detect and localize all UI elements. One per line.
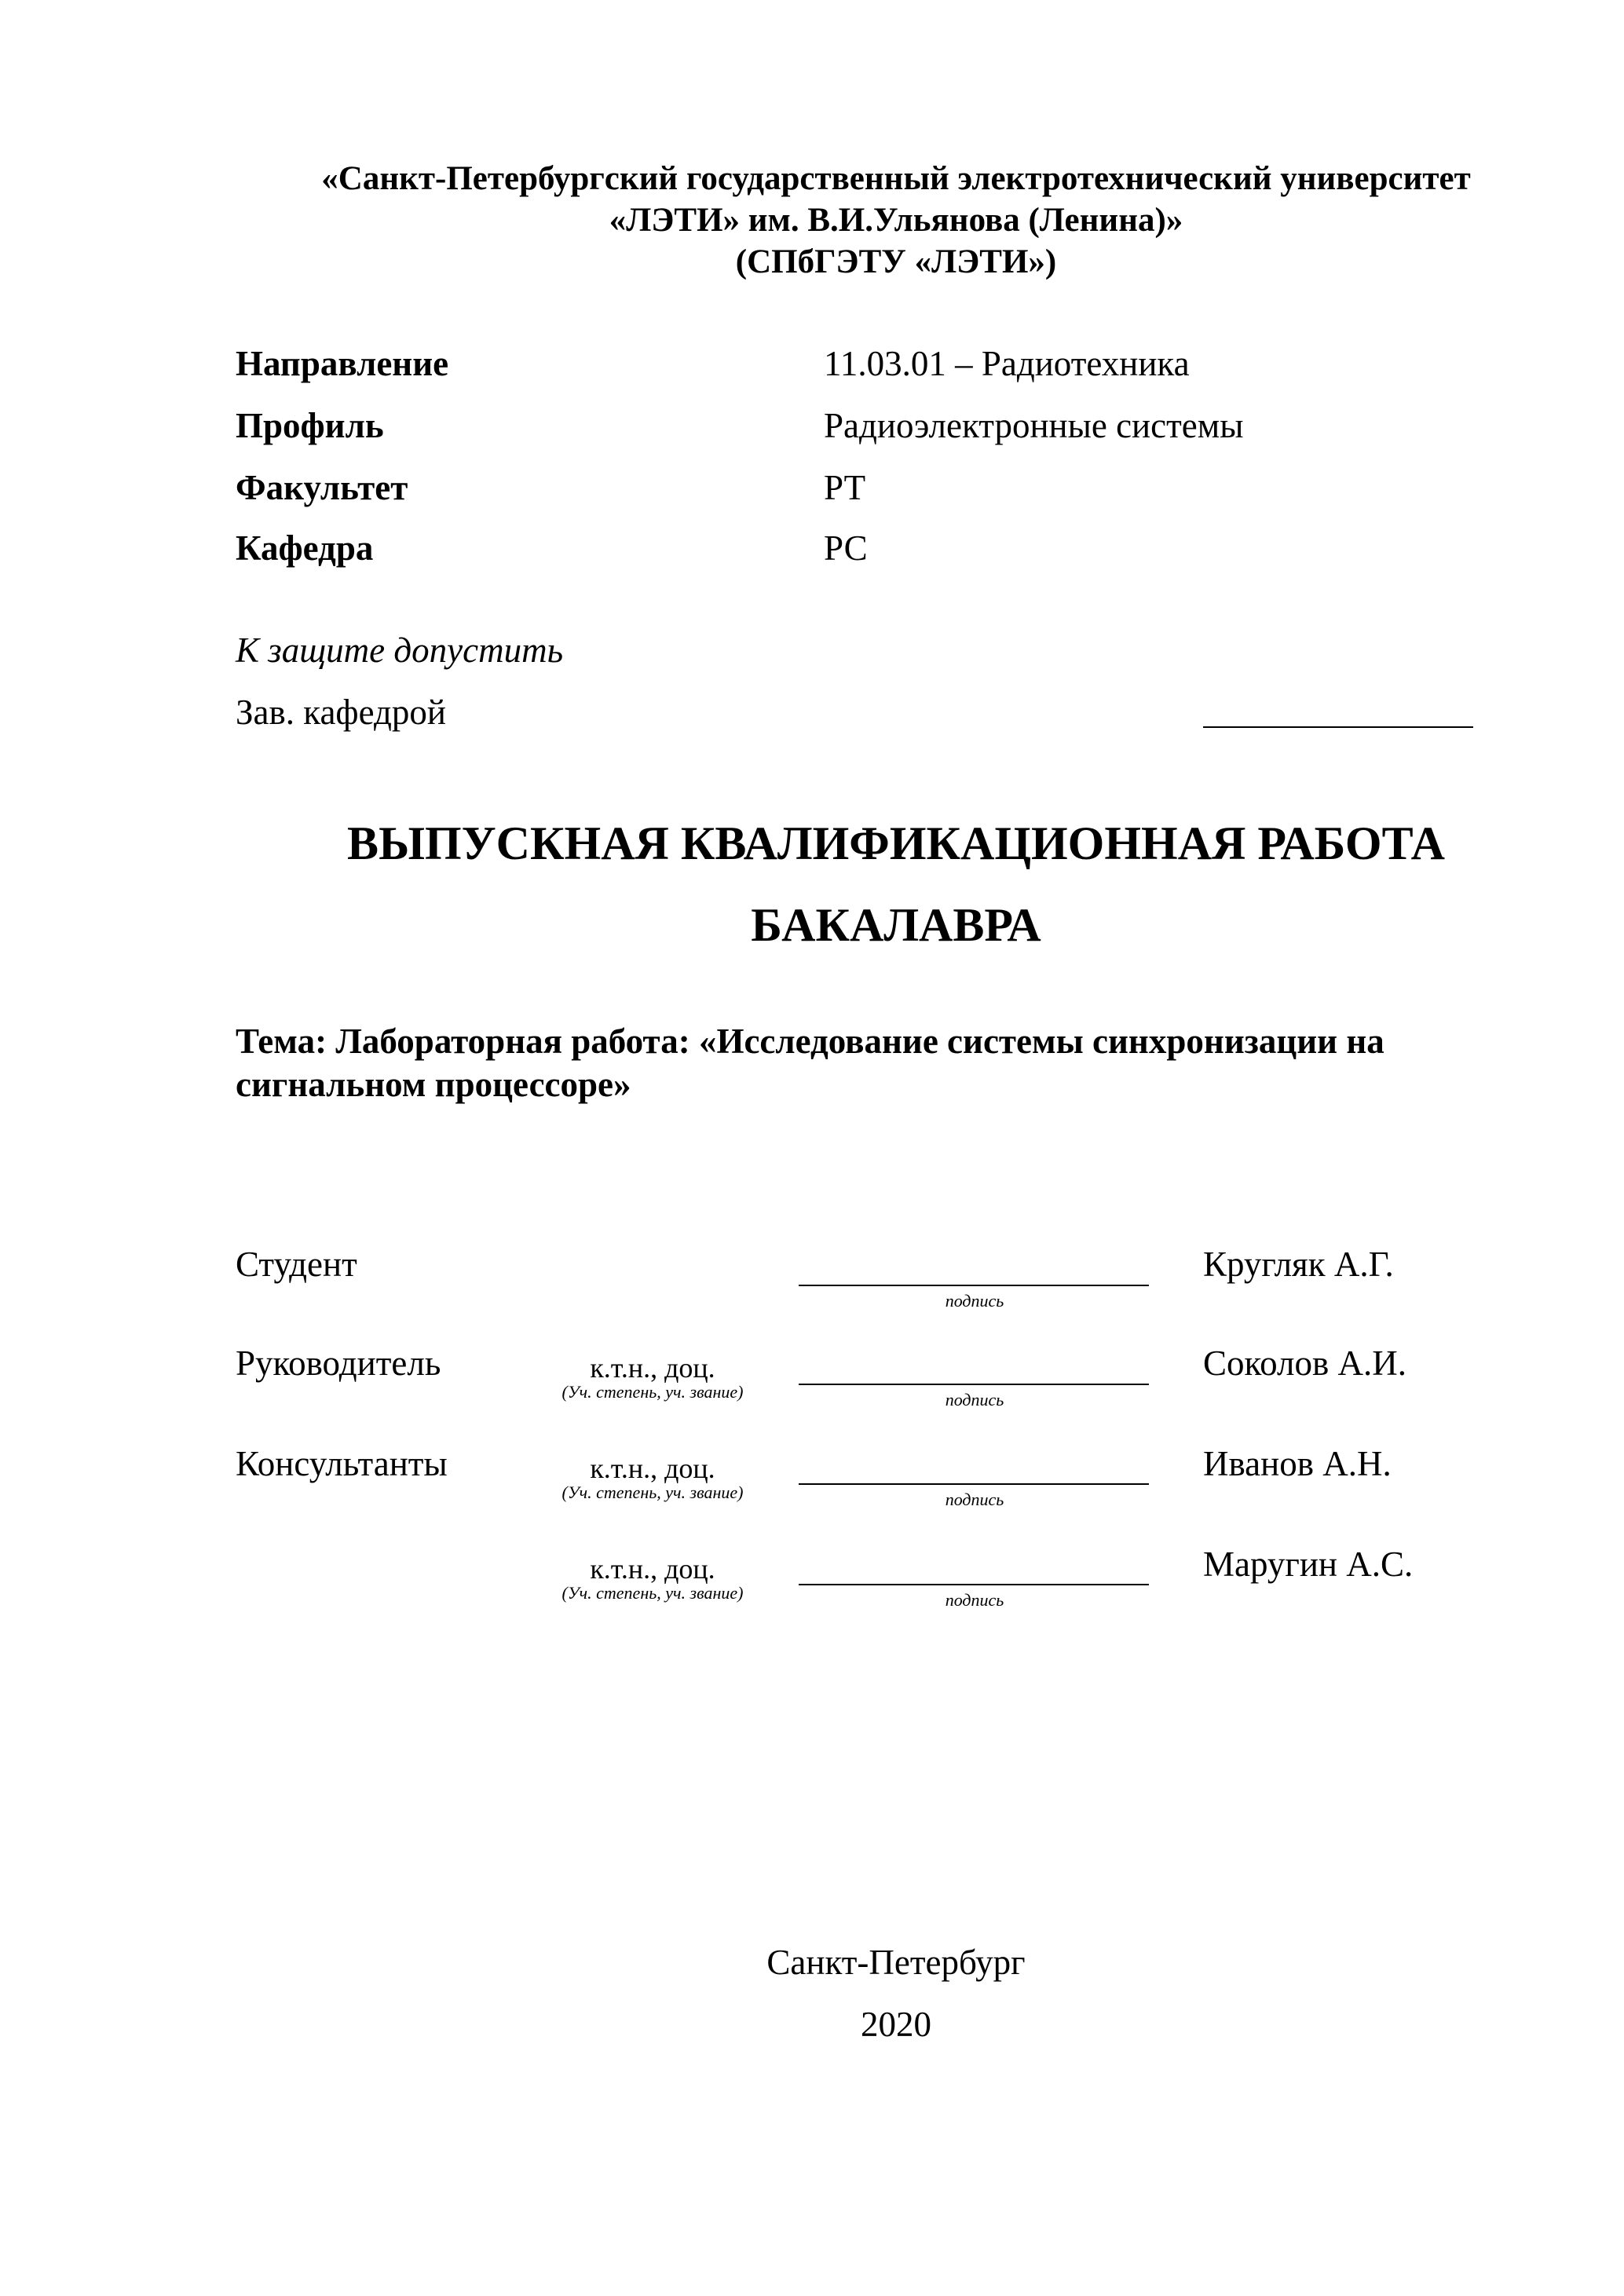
field-label: Кафедра [236,528,374,568]
field-value: РТ [824,468,866,507]
degree-caption: (Уч. степень, уч. звание) [561,1483,744,1502]
signature-line [799,1285,1149,1286]
signature-name: Кругляк А.Г. [1203,1245,1394,1284]
signature-caption: подпись [945,1291,1004,1311]
header-line-3: (СПбГЭТУ «ЛЭТИ») [735,243,1057,280]
field-value: РС [824,528,868,568]
signature-line [799,1483,1149,1485]
signature-caption: подпись [945,1490,1004,1509]
signature-role: Консультанты [236,1444,448,1483]
signature-line [799,1584,1149,1585]
signature-name: Иванов А.Н. [1203,1444,1392,1483]
signature-line [799,1384,1149,1385]
signature-degree: к.т.н., доц. [590,1352,715,1384]
approval-note: К защите допустить [236,631,564,670]
signature-caption: подпись [945,1390,1004,1409]
document-title-line-2: БАКАЛАВРА [751,899,1041,951]
signature-name: Маругин А.С. [1203,1545,1414,1584]
degree-caption: (Уч. степень, уч. звание) [561,1583,744,1603]
field-value: 11.03.01 – Радиотехника [824,344,1190,383]
header-line-1: «Санкт-Петербургский государственный электротехнический университет [321,160,1471,197]
signature-degree: к.т.н., доц. [590,1553,715,1585]
signature-degree: к.т.н., доц. [590,1453,715,1484]
field-label: Профиль [236,406,384,445]
signature-role: Студент [236,1245,357,1284]
field-label: Направление [236,344,449,383]
document-title-line-1: ВЫПУСКНАЯ КВАЛИФИКАЦИОННАЯ РАБОТА [347,817,1445,869]
footer-year: 2020 [861,2005,931,2044]
signature-caption: подпись [945,1590,1004,1610]
signature-role: Руководитель [236,1344,441,1383]
field-value: Радиоэлектронные системы [824,406,1244,445]
degree-caption: (Уч. степень, уч. звание) [561,1382,744,1402]
field-label: Факультет [236,468,408,507]
head-signature-line [1203,726,1473,728]
header-line-2: «ЛЭТИ» им. В.И.Ульянова (Ленина)» [609,202,1183,239]
approval-head: Зав. кафедрой [236,693,446,732]
footer-city: Санкт-Петербург [766,1943,1026,1982]
signature-name: Соколов А.И. [1203,1344,1406,1383]
topic-line-1: Тема: Лабораторная работа: «Исследование системы синхронизации на [236,1022,1384,1061]
topic-line-2: сигнальном процессоре» [236,1065,631,1104]
